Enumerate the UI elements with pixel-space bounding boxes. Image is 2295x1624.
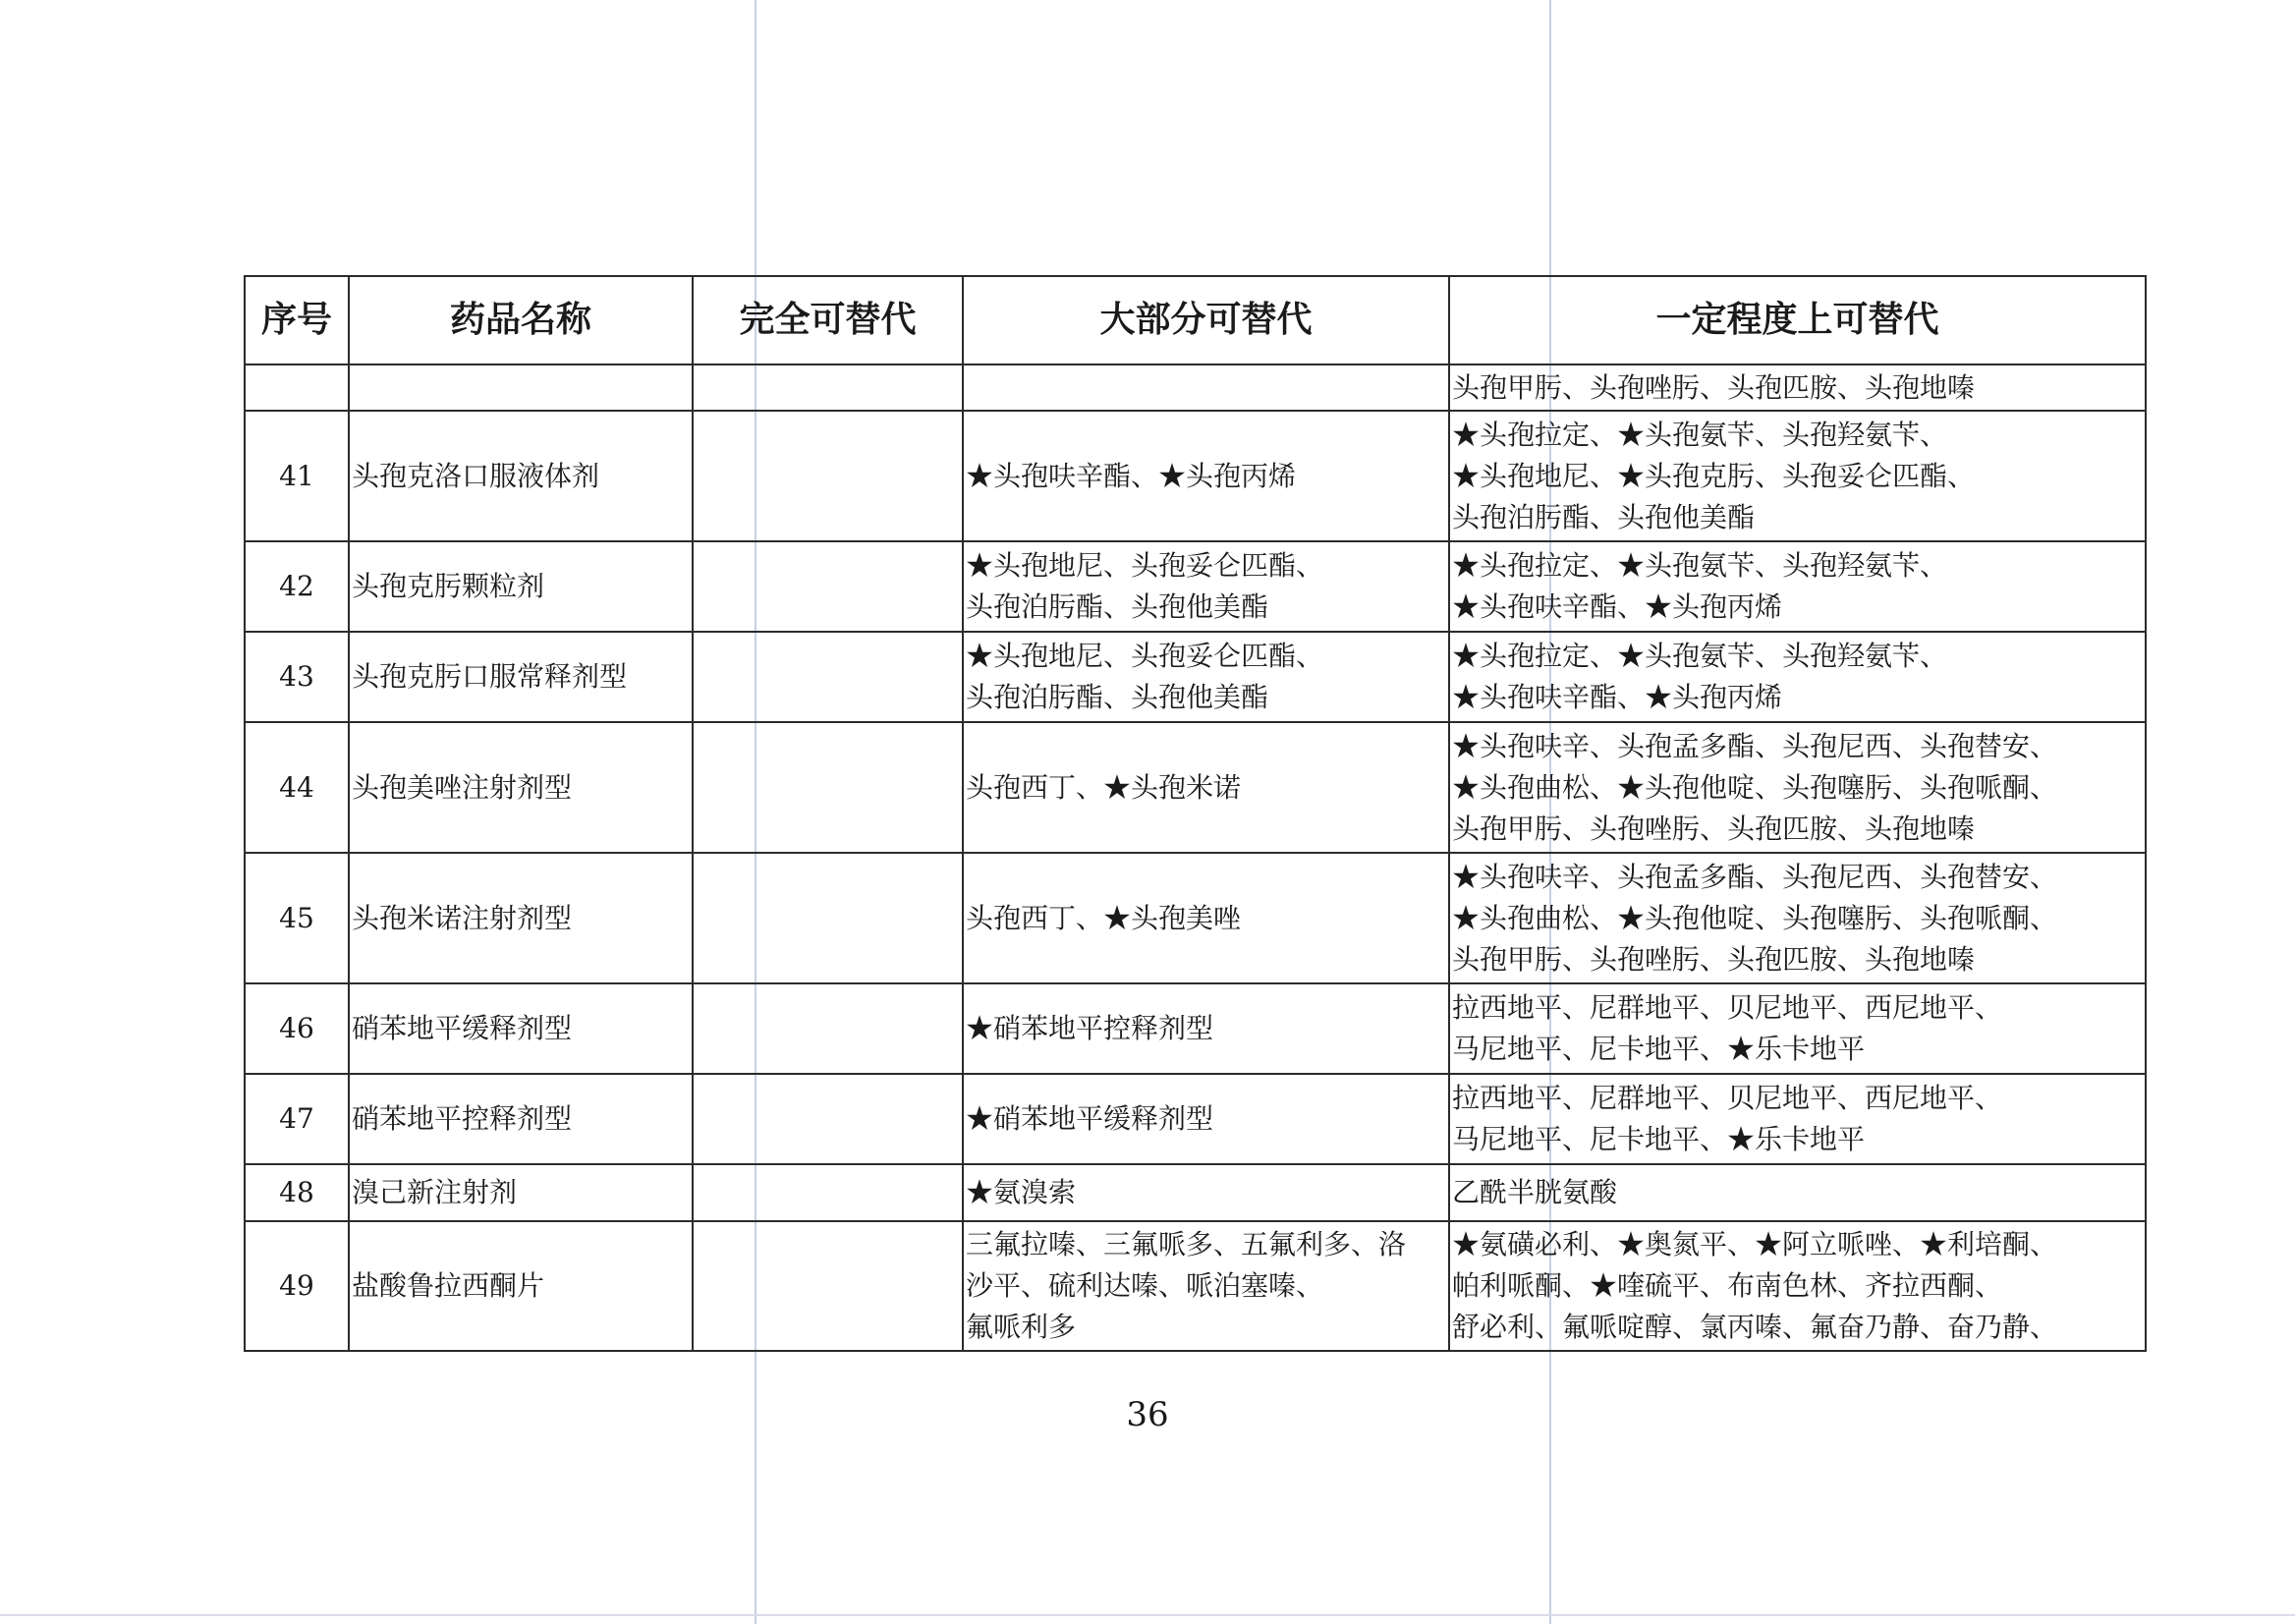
row-number: 41 <box>245 411 349 541</box>
table-row <box>245 1164 2146 1221</box>
partially-substitutable-cell <box>1449 1221 2146 1351</box>
drug-name: 头孢克肟口服常释剂型 <box>349 632 693 722</box>
row-number: 49 <box>245 1221 349 1351</box>
mostly-substitutable-cell <box>963 541 1449 632</box>
mostly-substitutable-cell <box>963 364 1449 411</box>
mostly-substitutable-cell <box>963 983 1449 1074</box>
table-row <box>245 1221 2146 1351</box>
table-body <box>245 364 2146 1351</box>
drug-name: 头孢克肟颗粒剂 <box>349 541 693 632</box>
substitute-line: 拉西地平、尼群地平、贝尼地平、西尼地平、 <box>1452 1082 2003 1114</box>
table-row <box>245 983 2146 1074</box>
header-drug-name: 药品名称 <box>349 276 693 364</box>
substitute-line: 马尼地平、尼卡地平、★乐卡地平 <box>1452 1123 1866 1155</box>
substitute-line: ★氨磺必利、★奥氮平、★阿立哌唑、★利培酮、 <box>1452 1228 2058 1260</box>
table-row <box>245 411 2146 541</box>
substitute-line: ★硝苯地平缓释剂型 <box>966 1102 1214 1135</box>
substitute-line: 舒必利、氟哌啶醇、氯丙嗪、氟奋乃静、奋乃静、 <box>1452 1311 2058 1343</box>
drug-name: 硝苯地平缓释剂型 <box>349 983 693 1074</box>
header-fully-substitutable: 完全可替代 <box>693 276 963 364</box>
substitute-line: 拉西地平、尼群地平、贝尼地平、西尼地平、 <box>1452 991 2003 1024</box>
substitute-line: ★头孢地尼、头孢妥仑匹酯、 <box>966 640 1324 672</box>
substitute-line: 头孢甲肟、头孢唑肟、头孢匹胺、头孢地嗪 <box>1452 812 1976 845</box>
mostly-substitutable-cell <box>963 411 1449 541</box>
substitute-line: 头孢甲肟、头孢唑肟、头孢匹胺、头孢地嗪 <box>1452 370 1976 404</box>
row-number: 46 <box>245 983 349 1074</box>
substitute-line: 头孢西丁、★头孢米诺 <box>966 770 1242 804</box>
substitute-line: ★头孢拉定、★头孢氨苄、头孢羟氨苄、 <box>1452 549 1948 582</box>
scan-bottom-line <box>0 1614 2295 1616</box>
mostly-substitutable-cell <box>963 1164 1449 1221</box>
table-row <box>245 541 2146 632</box>
partially-substitutable-cell <box>1449 1074 2146 1164</box>
fully-substitutable-cell <box>693 632 963 722</box>
substitute-line: ★头孢曲松、★头孢他啶、头孢噻肟、头孢哌酮、 <box>1452 901 2058 934</box>
substitute-line: 头孢泊肟酯、头孢他美酯 <box>966 590 1269 623</box>
partially-substitutable-cell <box>1449 1164 2146 1221</box>
drug-name: 盐酸鲁拉西酮片 <box>349 1221 693 1351</box>
table-row <box>245 632 2146 722</box>
substitute-line: ★硝苯地平控释剂型 <box>966 1012 1214 1044</box>
header-mostly-substitutable: 大部分可替代 <box>963 276 1449 364</box>
substitute-line: ★头孢曲松、★头孢他啶、头孢噻肟、头孢哌酮、 <box>1452 770 2058 804</box>
substitute-line: ★氨溴索 <box>966 1176 1077 1208</box>
row-number: 42 <box>245 541 349 632</box>
mostly-substitutable-cell <box>963 722 1449 853</box>
mostly-substitutable-cell <box>963 1221 1449 1351</box>
fully-substitutable-cell <box>693 1074 963 1164</box>
substitute-line: 氟哌利多 <box>966 1311 1077 1343</box>
mostly-substitutable-cell <box>963 1074 1449 1164</box>
mostly-substitutable-cell <box>963 853 1449 983</box>
partially-substitutable-cell <box>1449 853 2146 983</box>
drug-name: 头孢米诺注射剂型 <box>349 853 693 983</box>
substitute-line: ★头孢呋辛、头孢孟多酯、头孢尼西、头孢替安、 <box>1452 860 2058 893</box>
substitute-line: ★头孢呋辛酯、★头孢丙烯 <box>1452 681 1783 713</box>
table-row <box>245 722 2146 853</box>
substitute-line: 帕利哌酮、★喹硫平、布南色林、齐拉西酮、 <box>1452 1269 2003 1302</box>
fully-substitutable-cell <box>693 983 963 1074</box>
drug-substitution-table <box>244 275 2147 1352</box>
substitute-line: 沙平、硫利达嗪、哌泊塞嗪、 <box>966 1269 1324 1302</box>
row-number: 44 <box>245 722 349 853</box>
header-partially-substitutable: 一定程度上可替代 <box>1449 276 2146 364</box>
drug-name: 溴己新注射剂 <box>349 1164 693 1221</box>
drug-name <box>349 364 693 411</box>
substitute-line: ★头孢呋辛、头孢孟多酯、头孢尼西、头孢替安、 <box>1452 729 2058 762</box>
table-row <box>245 364 2146 411</box>
header-number: 序号 <box>245 276 349 364</box>
row-number <box>245 364 349 411</box>
substitute-line: ★头孢呋辛酯、★头孢丙烯 <box>966 459 1297 492</box>
mostly-substitutable-cell <box>963 632 1449 722</box>
substitute-line: 乙酰半胱氨酸 <box>1452 1176 1618 1208</box>
table-row <box>245 1074 2146 1164</box>
substitute-line: 头孢泊肟酯、头孢他美酯 <box>966 681 1269 713</box>
substitute-line: ★头孢拉定、★头孢氨苄、头孢羟氨苄、 <box>1452 418 1948 451</box>
page-number: 36 <box>1126 1395 1169 1434</box>
substitute-line: 三氟拉嗪、三氟哌多、五氟利多、洛 <box>966 1228 1407 1260</box>
substitute-line: 头孢泊肟酯、头孢他美酯 <box>1452 500 1756 533</box>
drug-name: 头孢美唑注射剂型 <box>349 722 693 853</box>
row-number: 47 <box>245 1074 349 1164</box>
substitute-line: 头孢甲肟、头孢唑肟、头孢匹胺、头孢地嗪 <box>1452 942 1976 976</box>
table-header-row <box>245 276 2146 364</box>
partially-substitutable-cell <box>1449 722 2146 853</box>
fully-substitutable-cell <box>693 722 963 853</box>
fully-substitutable-cell <box>693 1164 963 1221</box>
fully-substitutable-cell <box>693 364 963 411</box>
partially-substitutable-cell <box>1449 541 2146 632</box>
partially-substitutable-cell <box>1449 632 2146 722</box>
fully-substitutable-cell <box>693 541 963 632</box>
partially-substitutable-cell <box>1449 364 2146 411</box>
fully-substitutable-cell <box>693 1221 963 1351</box>
row-number: 45 <box>245 853 349 983</box>
substitute-line: ★头孢呋辛酯、★头孢丙烯 <box>1452 590 1783 623</box>
substitute-line: ★头孢地尼、头孢妥仑匹酯、 <box>966 549 1324 582</box>
substitute-line: ★头孢拉定、★头孢氨苄、头孢羟氨苄、 <box>1452 640 1948 672</box>
row-number: 43 <box>245 632 349 722</box>
substitute-line: 头孢西丁、★头孢美唑 <box>966 901 1242 934</box>
fully-substitutable-cell <box>693 853 963 983</box>
row-number: 48 <box>245 1164 349 1221</box>
table-row <box>245 853 2146 983</box>
partially-substitutable-cell <box>1449 411 2146 541</box>
drug-name: 硝苯地平控释剂型 <box>349 1074 693 1164</box>
substitute-line: 马尼地平、尼卡地平、★乐卡地平 <box>1452 1033 1866 1065</box>
fully-substitutable-cell <box>693 411 963 541</box>
drug-name: 头孢克洛口服液体剂 <box>349 411 693 541</box>
partially-substitutable-cell <box>1449 983 2146 1074</box>
substitute-line: ★头孢地尼、★头孢克肟、头孢妥仑匹酯、 <box>1452 459 1976 492</box>
